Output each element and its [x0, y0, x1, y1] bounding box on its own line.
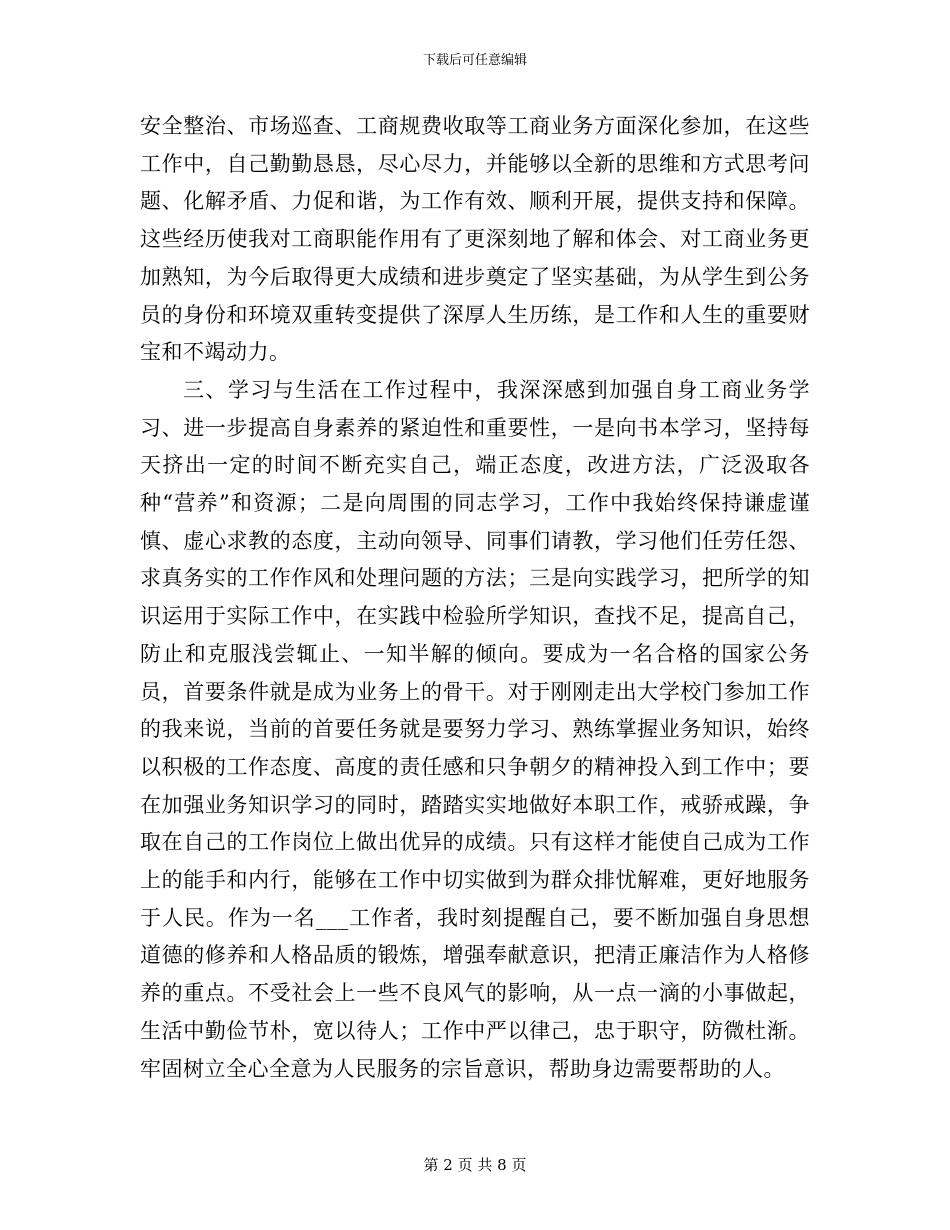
page-header-note: 下载后可任意编辑: [422, 53, 527, 68]
body-paragraph-continued: 安全整治、市场巡查、工商规费收取等工商业务方面深化参加，在这些工作中，自己勤勤恳恳，尽心尽力，并能够以全新的思维和方式思考问题、化解矛盾、力促和谐，为工作有效、顺利开展，提供支持和保障。这些经历使我对工商职能作用有了更深刻地了解和体会、对工商业务更加熟知，为今后取得更大成绩和进步奠定了坚实基础，为从学生到公务员的身份和环境双重转变提供了深厚人生历练，是工作和人生的重要财宝和不竭动力。: [140, 114, 810, 365]
page-number-footer: 第 2 页 共 8 页: [423, 1156, 527, 1174]
document-body: [140, 108, 810, 1088]
body-paragraph-study-and-life: 三、学习与生活在工作过程中，我深深感到加强自身工商业务学习、进一步提高自身素养的紧迫性和重要性，一是向书本学习，坚持每天挤出一定的时间不断充实自己，端正态度，改进方法，广泛汲取各种“营养”和资源；二是向周围的同志学习，工作中我始终保持谦虚谨慎、虚心求教的态度，主动向领导、同事们请教，学习他们任劳任怨、求真务实的工作作风和处理问题的方法；三是向实践学习，把所学的知识运用于实际工作中，在实践中检验所学知识，查找不足，提高自己，防止和克服浅尝辄止、一知半解的倾向。要成为一名合格的国家公务员，首要条件就是成为业务上的骨干。对于刚刚走出大学校门参加工作的我来说，当前的首要任务就是要努力学习、熟练掌握业务知识，始终以积极的工作态度、高度的责任感和只争朝夕的精神投入到工作中；要在加强业务知识学习的同时，踏踏实实地做好本职工作，戒骄戒躁，争取在自己的工作岗位上做出优异的成绩。只有这样才能使自己成为工作上的能手和内行，能够在工作中切实做到为群众排忧解难，更好地服务于人民。作为一名___工作者，我时刻提醒自己，要不断加强自身思想道德的修养和人格品质的锻炼，增强奉献意识，把清正廉洁作为人格修养的重点。不受社会上一些不良风气的影响，从一点一滴的小事做起，生活中勤俭节朴，宽以待人；工作中严以律己，忠于职守，防微杜渐。牢固树立全心全意为人民服务的宗旨意识，帮助身边需要帮助的人。: [140, 377, 810, 1081]
